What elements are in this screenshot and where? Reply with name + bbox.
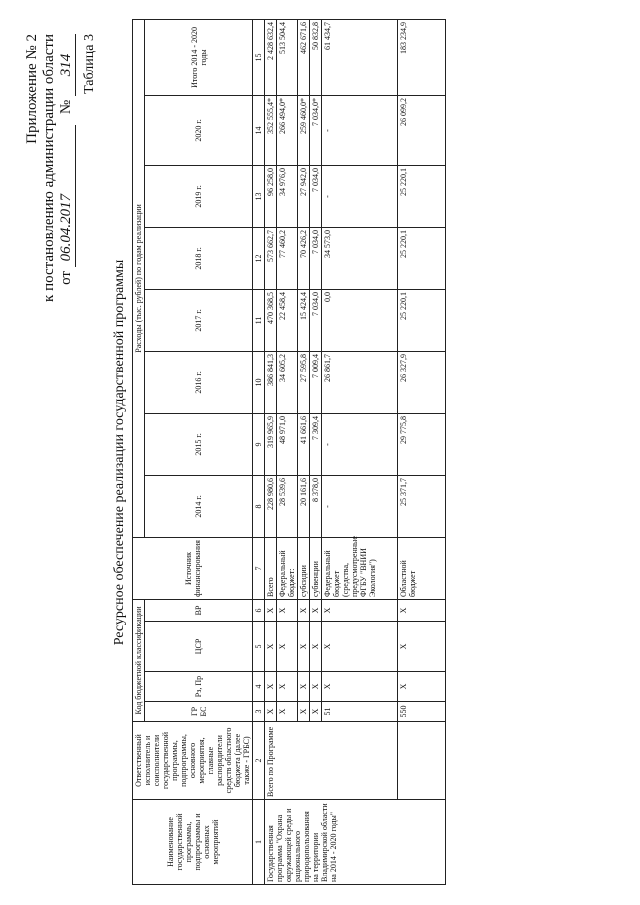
value-cell: 259 460,0* (298, 95, 310, 165)
date-number-line (58, 34, 76, 302)
value-cell: - (322, 475, 398, 537)
csr-cell: Х (298, 622, 310, 672)
program-name-cell: Государственная программа "Охрана окружающей среды и рационального природопользования на территории Владимирской области на 2014 - 2020 годы" (265, 800, 446, 885)
total-cell: 513 504,4 (277, 19, 298, 95)
value-cell: 25 371,7 (398, 475, 446, 537)
value-cell: 22 458,4 (277, 289, 298, 351)
value-cell: 386 841,3 (265, 351, 277, 413)
csr-cell: Х (310, 622, 322, 672)
value-cell: 470 368,5 (265, 289, 277, 351)
col-number: 13 (253, 165, 265, 227)
value-cell: 319 965,9 (265, 413, 277, 475)
source-cell: Федеральный бюджет: (277, 537, 298, 599)
value-cell: 70 426,2 (298, 227, 310, 289)
col-vr-header: ВР (145, 599, 253, 621)
grbs-cell: Х (265, 702, 277, 722)
value-cell: 48 971,0 (277, 413, 298, 475)
value-cell: 7 034,0* (310, 95, 322, 165)
year-header: 2016 г. (145, 351, 253, 413)
value-cell: 34 976,0 (277, 165, 298, 227)
col-csr-header: ЦСР (145, 622, 253, 672)
column-number-row (253, 19, 265, 884)
col-name-header: Наименование государственной программы, подпрограммы и основных мероприятий (133, 800, 253, 885)
total-cell: 61 434,7 (322, 19, 398, 95)
total-cell: 183 234,9 (398, 19, 446, 95)
col-number: 3 (253, 702, 265, 722)
value-cell: 15 424,4 (298, 289, 310, 351)
col-number: 12 (253, 227, 265, 289)
year-header: 2019 г. (145, 165, 253, 227)
value-cell: 28 539,6 (277, 475, 298, 537)
col-grbs-header: ГР БС (145, 702, 253, 722)
value-cell: 352 555,4* (265, 95, 277, 165)
header-row-1 (133, 19, 145, 884)
csr-cell: Х (265, 622, 277, 672)
rzpr-cell: Х (398, 672, 446, 702)
source-cell: субвенции (310, 537, 322, 599)
value-cell: - (322, 413, 398, 475)
value-cell: 34 605,2 (277, 351, 298, 413)
value-cell: 8 378,0 (310, 475, 322, 537)
csr-cell: Х (277, 622, 298, 672)
value-cell: 26 099,2 (398, 95, 446, 165)
total-cell: 2 428 632,4 (265, 19, 277, 95)
col-rzpr-header: Рз, Пр (145, 672, 253, 702)
csr-cell: Х (322, 622, 398, 672)
rzpr-cell: Х (298, 672, 310, 702)
col-expenses-header: Расходы (тыс. рублей) по годам реализации (133, 19, 145, 537)
number-label: № (58, 99, 74, 115)
value-cell: 0,0 (322, 289, 398, 351)
col-executor-header: Ответственный исполнитель и соисполнители государственной программы, подпрограммы, основного мероприятия, главные распорядители средств областного бюджета (далее также - ГРБС) (133, 722, 253, 800)
resolution-line: к постановлению администрации области (41, 34, 57, 302)
value-cell: 27 942,0 (298, 165, 310, 227)
vr-cell: Х (298, 599, 310, 621)
resolution-number: 314 (58, 34, 76, 96)
value-cell: 27 595,8 (298, 351, 310, 413)
value-cell: 7 034,0 (310, 227, 322, 289)
program-executor-cell: Всего по Программе (265, 722, 398, 800)
col-number: 14 (253, 95, 265, 165)
total-cell: 50 832,8 (310, 19, 322, 95)
table-row (265, 19, 277, 884)
rzpr-cell: Х (265, 672, 277, 702)
appendix-header (24, 34, 76, 302)
year-header: 2017 г. (145, 289, 253, 351)
resolution-date: 06.04.2017 (58, 125, 76, 267)
source-cell: Областной бюджет (398, 537, 446, 599)
rzpr-cell: Х (310, 672, 322, 702)
table-row (398, 19, 446, 884)
total-cell: 462 671,6 (298, 19, 310, 95)
col-budget-code-header: Код бюджетной классификации (133, 599, 145, 721)
rzpr-cell: Х (277, 672, 298, 702)
source-cell: субсидии (298, 537, 310, 599)
source-cell: Всего (265, 537, 277, 599)
appendix-title: Приложение № 2 (24, 34, 40, 144)
col-number: 7 (253, 537, 265, 599)
vr-cell: Х (322, 599, 398, 621)
vr-cell: Х (265, 599, 277, 621)
rotated-sheet (20, 20, 620, 885)
value-cell: 573 662,7 (265, 227, 277, 289)
value-cell: 25 220,1 (398, 227, 446, 289)
col-number: 1 (253, 800, 265, 885)
vr-cell: Х (398, 599, 446, 621)
total-header: Итого 2014 - 2020 годы (145, 19, 253, 95)
value-cell: 7 034,0 (310, 289, 322, 351)
col-number: 4 (253, 672, 265, 702)
csr-cell: Х (398, 622, 446, 672)
table-label: Таблица 3 (82, 34, 97, 94)
program-executor-cell-empty (398, 722, 446, 800)
grbs-cell: 550 (398, 702, 446, 722)
value-cell: 7 034,0 (310, 165, 322, 227)
value-cell: 96 258,0 (265, 165, 277, 227)
grbs-cell: Х (298, 702, 310, 722)
value-cell: 25 220,1 (398, 289, 446, 351)
resource-table (132, 19, 446, 885)
value-cell: 41 661,6 (298, 413, 310, 475)
rzpr-cell: Х (322, 672, 398, 702)
vr-cell: Х (277, 599, 298, 621)
value-cell: 34 573,0 (322, 227, 398, 289)
col-number: 5 (253, 622, 265, 672)
source-cell: Федеральный бюджет (средства, предусмотренные ФГБУ "ВНИИ Экология") (322, 537, 398, 599)
vr-cell: Х (310, 599, 322, 621)
table-title: Ресурсное обеспечение реализации государственной программы (112, 259, 127, 646)
value-cell: 25 220,1 (398, 165, 446, 227)
year-header: 2014 г. (145, 475, 253, 537)
grbs-cell: Х (277, 702, 298, 722)
value-cell: - (322, 95, 398, 165)
value-cell: 26 327,9 (398, 351, 446, 413)
col-number: 10 (253, 351, 265, 413)
value-cell: - (322, 165, 398, 227)
col-number: 11 (253, 289, 265, 351)
from-label: от (58, 271, 74, 285)
year-header: 2015 г. (145, 413, 253, 475)
value-cell: 228 980,6 (265, 475, 277, 537)
col-source-header: Источник финансирования (133, 537, 253, 599)
value-cell: 7 009,4 (310, 351, 322, 413)
col-number: 9 (253, 413, 265, 475)
value-cell: 7 309,4 (310, 413, 322, 475)
value-cell: 26 861,7 (322, 351, 398, 413)
grbs-cell: Х (310, 702, 322, 722)
col-number: 2 (253, 722, 265, 800)
year-header: 2018 г. (145, 227, 253, 289)
value-cell: 77 460,2 (277, 227, 298, 289)
value-cell: 20 161,6 (298, 475, 310, 537)
value-cell: 266 494,0* (277, 95, 298, 165)
year-header: 2020 г. (145, 95, 253, 165)
col-number: 15 (253, 19, 265, 95)
grbs-cell: 51 (322, 702, 398, 722)
col-number: 8 (253, 475, 265, 537)
value-cell: 29 775,8 (398, 413, 446, 475)
col-number: 6 (253, 599, 265, 621)
